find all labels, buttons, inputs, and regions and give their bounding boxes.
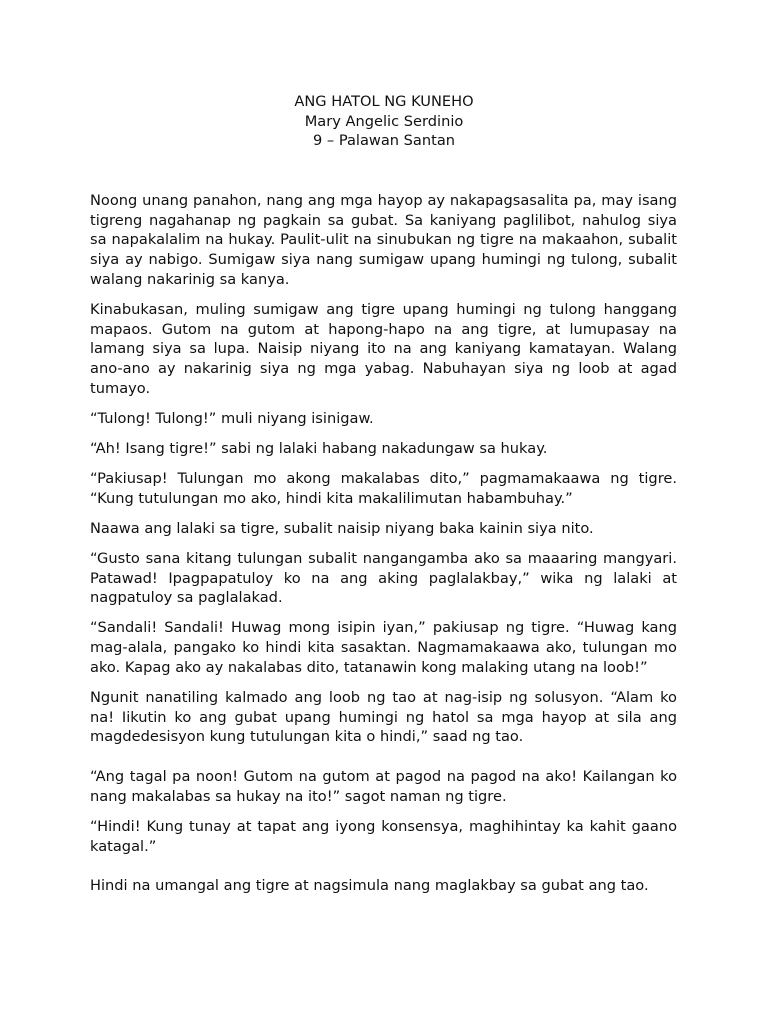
paragraph: Hindi na umangal ang tigre at nagsimula nang maglakbay sa gubat ang tao.	[90, 877, 649, 895]
document-section: 9 – Palawan Santan	[312, 132, 456, 150]
paragraph: “Ang tagal pa noon! Gutom na gutom at pagod na pagod na ako! Kailangan ko nang makalabas sa hukay na ito!” sagot naman ng tigre.	[90, 768, 677, 805]
paragraph: “Gusto sana kitang tulungan subalit nangangamba ako sa maaaring mangyari. Patawad! Ipagpapatuloy ko na ang aking paglalakbay,” wika ng lalaki at nagpatuloy sa paglalakad.	[90, 549, 677, 607]
document-header	[0, 92, 768, 151]
paragraph: “Sandali! Sandali! Huwag mong isipin iyan,” pakiusap ng tigre. “Huwag kang mag-alala, pangako ko hindi kita sasaktan. Nagmamakaawa ako, tulungan mo ako. Kapag ako ay nakalabas dito, tatanawin kong malaking utang na loob!”	[90, 619, 677, 676]
paragraph: Ngunit nanatiling kalmado ang loob ng tao at nag-isip ng solusyon. “Alam ko na! Iikutin ko ang gubat upang humingi ng hatol sa mga hayop at sila ang magdedesisyon kung tutulungan kita o hindi,” saad ng tao.	[90, 688, 677, 746]
paragraph: “Tulong! Tulong!” muli niyang isinigaw.	[90, 409, 374, 427]
paragraph: Naawa ang lalaki sa tigre, subalit naisip niyang baka kainin siya nito.	[90, 519, 594, 537]
paragraph: Noong unang panahon, nang ang mga hayop ay nakapagsasalita pa, may isang tigreng nagahanap ng pagkain sa gubat. Sa kaniyang paglilibot, nahulog siya sa napakalalim na hukay. Paulit-ulit na sinubukan ng tigre na makaahon, subalit siya ay nabigo. Sumigaw siya nang sumigaw upang humingi ng tulong, subalit walang nakarinig sa kanya.	[90, 192, 677, 288]
paragraph: “Hindi! Kung tunay at tapat ang iyong konsensya, maghihintay ka kahit gaano katagal.”	[90, 817, 677, 855]
paragraph: “Ah! Isang tigre!” sabi ng lalaki habang nakadungaw sa hukay.	[90, 439, 548, 457]
document-body	[90, 191, 677, 906]
document-title: ANG HATOL NG KUNEHO	[294, 93, 474, 110]
document-author: Mary Angelic Serdinio	[304, 112, 464, 130]
paragraph: “Pakiusap! Tulungan mo akong makalabas dito,” pagmamakaawa ng tigre. “Kung tutulungan mo ako, hindi kita makalilimutan habambuhay.”	[90, 470, 677, 507]
paragraph: Kinabukasan, muling sumigaw ang tigre upang humingi ng tulong hanggang mapaos. Gutom na gutom at hapong-hapo na ang tigre, at lumupasay na lamang siya sa lupa. Naisip niyang ito na ang kaniyang kamatayan. Walang ano-ano ay nakarinig siya ng mga yabag. Nabuhayan siya ng loob at agad tumayo.	[90, 300, 677, 397]
